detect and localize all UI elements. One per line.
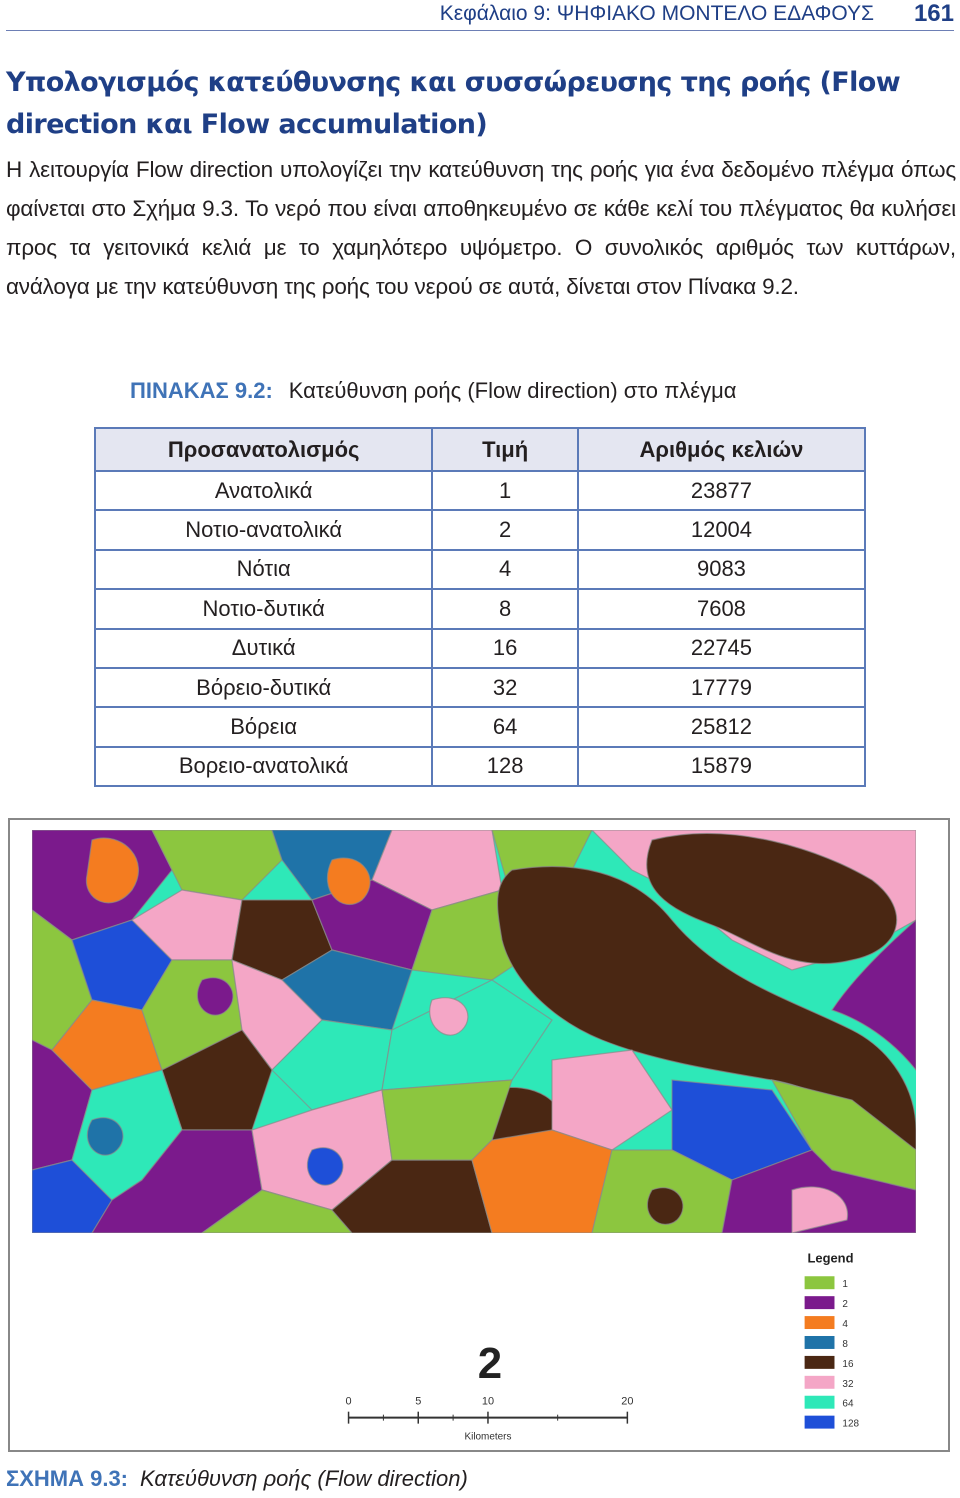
section-title: Υπολογισμός κατεύθυνσης και συσσώρευσης της ροής (Flow direction και Flow accumulation) [6, 67, 901, 140]
scale-tick-label: 20 [621, 1395, 634, 1408]
orientation-cell: Νοτιο-ανατολικά [95, 510, 432, 549]
map-legend [805, 1250, 860, 1429]
flow-direction-map [32, 830, 916, 1233]
table-row [95, 510, 865, 549]
legend-label: 16 [842, 1358, 854, 1370]
legend-swatch [805, 1376, 835, 1389]
header-orientation: Προσανατολισμός [95, 428, 432, 471]
table-row [95, 550, 865, 589]
legend-swatch [805, 1296, 835, 1309]
legend-label: 1 [842, 1279, 848, 1291]
orientation-cell: Βορειο-ανατολικά [95, 747, 432, 786]
table-caption-text: Κατεύθυνση ροής (Flow direction) στο πλέγμα [288, 378, 737, 403]
header-cell-count: Αριθμός κελιών [578, 428, 865, 471]
map-furniture [10, 1220, 948, 1450]
count-cell: 12004 [578, 510, 865, 549]
legend-swatch [805, 1396, 835, 1409]
body-paragraph: Η λειτουργία Flow direction υπολογίζει την κατεύθυνση της ροής για ένα δεδομένο πλέγμα όπως φαίνεται στο Σχήμα 9.3. Το νερό που είναι αποθηκευμένο σε κάθε κελί του πλέγματος θα κυλήσει προς τα γειτονικά κελιά με το χαμηλότερο υψόμετρο. Ο συνολικός αριθμός των κυττάρων, ανάλογα με την κατεύθυνση της ροής του νερού σε αυτά, δίνεται στον Πίνακα 9.2. [6, 157, 956, 299]
table-header-row [95, 428, 865, 471]
table-row [95, 747, 865, 786]
table-caption [130, 378, 737, 404]
table-row [95, 471, 865, 510]
legend-swatch [805, 1316, 835, 1329]
orientation-cell: Δυτικά [95, 629, 432, 668]
count-cell: 9083 [578, 550, 865, 589]
legend-swatch [805, 1276, 835, 1289]
orientation-cell: Βόρεια [95, 707, 432, 746]
north-number: 2 [477, 1338, 503, 1388]
value-cell: 2 [432, 510, 578, 549]
orientation-cell: Ανατολικά [95, 471, 432, 510]
value-cell: 16 [432, 629, 578, 668]
value-cell: 1 [432, 471, 578, 510]
legend-swatch [805, 1336, 835, 1349]
count-cell: 25812 [578, 707, 865, 746]
table-row [95, 668, 865, 707]
orientation-cell: Νότια [95, 550, 432, 589]
scale-unit: Kilometers [464, 1431, 512, 1443]
scale-bar [346, 1396, 634, 1443]
count-cell: 17779 [578, 668, 865, 707]
header-rule [6, 30, 954, 31]
value-cell: 4 [432, 550, 578, 589]
count-cell: 15879 [578, 747, 865, 786]
table-caption-label: ΠΙΝΑΚΑΣ 9.2: [130, 378, 273, 403]
legend-swatch [805, 1416, 835, 1429]
legend-label: 2 [842, 1299, 848, 1311]
table-row [95, 707, 865, 746]
count-cell: 7608 [578, 589, 865, 628]
count-cell: 22745 [578, 629, 865, 668]
legend-title: Legend [807, 1250, 854, 1266]
legend-label: 8 [842, 1338, 848, 1350]
figure-caption-label: ΣΧΗΜΑ 9.3: [6, 1466, 128, 1491]
orientation-cell: Βόρειο-δυτικά [95, 668, 432, 707]
table-row [95, 589, 865, 628]
count-cell: 23877 [578, 471, 865, 510]
scale-tick-label: 5 [415, 1395, 422, 1408]
flow-direction-figure [8, 818, 950, 1452]
scale-tick-label: 0 [345, 1395, 352, 1408]
legend-label: 128 [842, 1418, 860, 1430]
legend-label: 64 [842, 1398, 854, 1410]
value-cell: 128 [432, 747, 578, 786]
value-cell: 64 [432, 707, 578, 746]
value-cell: 8 [432, 589, 578, 628]
figure-caption-text: Κατεύθυνση ροής (Flow direction) [140, 1466, 468, 1491]
value-cell: 32 [432, 668, 578, 707]
chapter-title: Κεφάλαιο 9: ΨΗΦΙΑΚΟ ΜΟΝΤΕΛΟ ΕΔΑΦΟΥΣ [439, 2, 874, 25]
page-number: 161 [913, 0, 954, 27]
legend-label: 32 [842, 1378, 854, 1390]
figure-caption [6, 1466, 468, 1492]
orientation-cell: Νοτιο-δυτικά [95, 589, 432, 628]
legend-label: 4 [842, 1319, 848, 1331]
scale-tick-label: 10 [481, 1395, 495, 1408]
table-row [95, 629, 865, 668]
running-head [0, 0, 960, 32]
flow-direction-table [94, 427, 866, 787]
header-value: Τιμή [432, 428, 578, 471]
legend-swatch [805, 1356, 835, 1369]
